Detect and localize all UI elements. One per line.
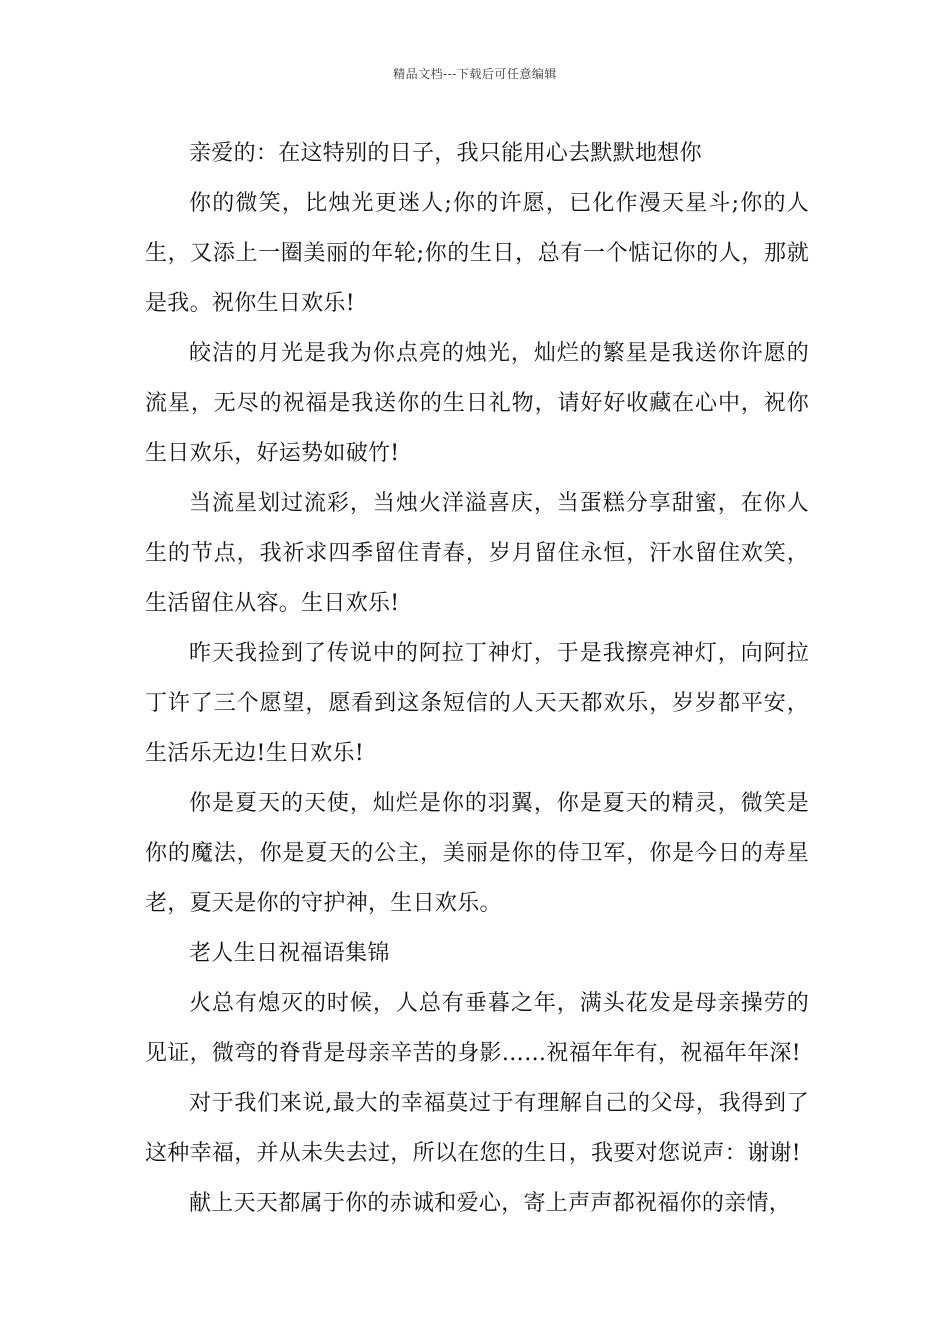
paragraph-greeting: 亲爱的：在这特别的日子，我只能用心去默默地想你 [189,141,702,166]
paragraph: 火总有熄灭的时候，人总有垂暮之年，满头花发是母亲操劳的见证，微弯的脊背是母亲辛苦的身影……祝福年年有，祝福年年深! [145,991,809,1066]
page-header: 精品文档---下载后可任意编辑 [393,67,557,81]
paragraph: 你的微笑，比烛光更迷人;你的许愿，已化作漫天星斗;你的人生，又添上一圈美丽的年轮;你的生日，总有一个惦记你的人，那就是我。祝你生日欢乐! [145,191,809,316]
document-body [145,129,809,1229]
paragraph: 你是夏天的天使，灿烂是你的羽翼，你是夏天的精灵，微笑是你的魔法，你是夏天的公主，美丽是你的侍卫军，你是今日的寿星老，夏天是你的守护神，生日欢乐。 [145,791,809,916]
section-heading: 老人生日祝福语集锦 [189,941,390,966]
paragraph: 献上天天都属于你的赤诚和爱心，寄上声声都祝福你的亲情， [189,1191,792,1216]
paragraph: 对于我们来说,最大的幸福莫过于有理解自己的父母，我得到了这种幸福，并从未失去过，所以在您的生日，我要对您说声：谢谢! [145,1091,809,1166]
paragraph: 当流星划过流彩，当烛火洋溢喜庆，当蛋糕分享甜蜜，在你人生的节点，我祈求四季留住青春，岁月留住永恒，汗水留住欢笑，生活留住从容。生日欢乐! [145,491,809,616]
paragraph: 皎洁的月光是我为你点亮的烛光，灿烂的繁星是我送你许愿的流星，无尽的祝福是我送你的生日礼物，请好好收藏在心中，祝你生日欢乐，好运势如破竹! [145,341,809,466]
paragraph: 昨天我捡到了传说中的阿拉丁神灯，于是我擦亮神灯，向阿拉丁许了三个愿望，愿看到这条短信的人天天都欢乐，岁岁都平安，生活乐无边!生日欢乐! [145,641,809,766]
